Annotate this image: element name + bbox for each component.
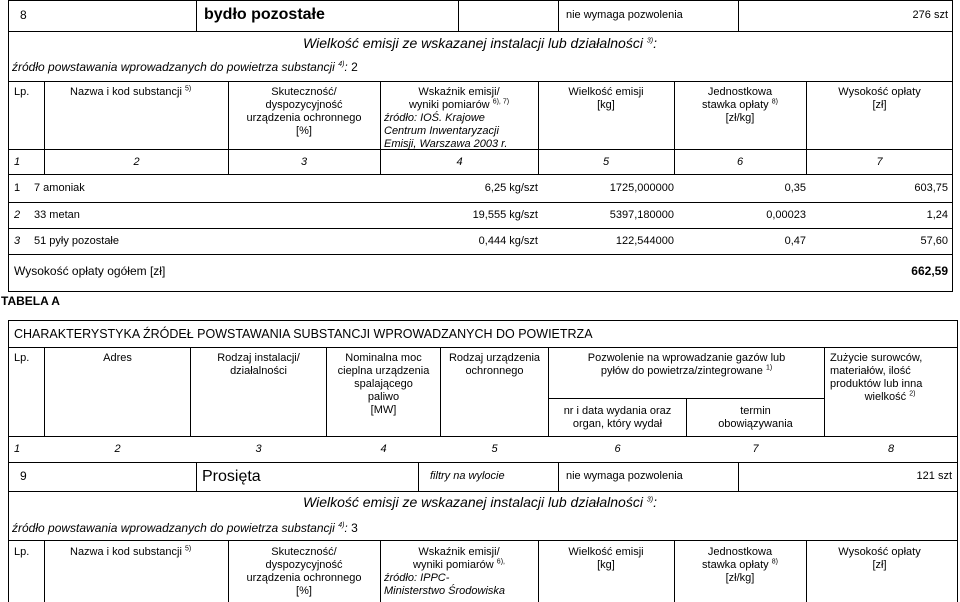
col-number: 2 bbox=[114, 443, 121, 455]
row-index: 0,444 kg/szt bbox=[478, 235, 538, 247]
row-rate: 0,35 bbox=[784, 182, 806, 194]
row-substance: 7 amoniak bbox=[34, 182, 85, 194]
col-number: 4 bbox=[456, 156, 463, 168]
emission-heading: Wielkość emisji ze wskazanej instalacji lub działalności $^{3)}$: bbox=[303, 35, 657, 51]
livestock-name: Prosięta bbox=[202, 468, 261, 485]
col-fee: Wysokość opłaty [zł] bbox=[838, 86, 921, 111]
col-number: 7 bbox=[876, 156, 883, 168]
row-index: 6,25 kg/szt bbox=[484, 182, 538, 194]
quantity: 121 szt bbox=[916, 470, 952, 482]
table-a-heading: CHARAKTERYSTYKA ŹRÓDEŁ POWSTAWANIA SUBSTANCJI WPROWADZANYCH DO POWIETRZA bbox=[14, 327, 593, 341]
col-number: 1 bbox=[14, 156, 21, 168]
row-number: 9 bbox=[20, 469, 27, 483]
col-protection: Rodzaj urządzenia ochronnego bbox=[448, 352, 541, 377]
row-fee: 57,60 bbox=[920, 235, 948, 247]
col-number: 8 bbox=[887, 443, 895, 455]
col-number: 7 bbox=[752, 443, 759, 455]
row-rate: 0,47 bbox=[784, 235, 806, 247]
col-lp: Lp. bbox=[14, 352, 30, 364]
row-fee: 603,75 bbox=[914, 182, 948, 194]
col-permit-term: termin obowiązywania bbox=[718, 405, 793, 430]
col-efficiency: Skuteczność/ dyspozycyjność urządzenia ochronnego [%] bbox=[246, 86, 362, 137]
row-lp: 1 bbox=[14, 182, 21, 194]
col-power: Nominalna moc cieplna urządzenia spalającego paliwo [MW] bbox=[337, 352, 430, 416]
col-emission: Wielkość emisji [kg] bbox=[568, 86, 644, 111]
col-number: 5 bbox=[602, 156, 610, 168]
row-lp: 2 bbox=[14, 209, 21, 221]
col-rate: Jednostkowa stawka opłaty $^{8)}$ [zł/kg] bbox=[702, 546, 778, 584]
source-line: źródło powstawania wprowadzanych do powietrza substancji $^{4)}$: 2 bbox=[12, 60, 358, 74]
col-substance: Nazwa i kod substancji $^{5)}$ bbox=[70, 545, 192, 558]
col-fee: Wysokość opłaty [zł] bbox=[838, 546, 921, 571]
col-installation: Rodzaj instalacji/ działalności bbox=[217, 352, 300, 377]
col-number: 1 bbox=[14, 443, 21, 455]
row-fee: 1,24 bbox=[926, 209, 948, 221]
row-emission: 5397,180000 bbox=[609, 209, 674, 221]
row-lp: 3 bbox=[14, 235, 21, 247]
total-label: Wysokość opłaty ogółem [zł] bbox=[14, 264, 166, 278]
row-emission: 122,544000 bbox=[615, 235, 674, 247]
col-number: 2 bbox=[133, 156, 140, 168]
col-rate: Jednostkowa stawka opłaty $^{8)}$ [zł/kg] bbox=[702, 86, 778, 124]
row-number: 8 bbox=[20, 8, 27, 22]
protective-device: filtry na wylocie bbox=[430, 470, 505, 482]
col-number: 3 bbox=[300, 156, 308, 168]
quantity: 276 szt bbox=[912, 9, 948, 21]
permit-status: nie wymaga pozwolenia bbox=[566, 470, 683, 482]
total-value: 662,59 bbox=[911, 264, 948, 278]
col-emission-index: Wskaźnik emisji/ wyniki pomiarów $^{6), 7)}$ źródło: IOŚ. Krajowe Centrum Inwentaryzacji Emisji, Warszawa 2003 r. bbox=[384, 86, 510, 150]
col-usage: Zużycie surowców, materiałów, ilość produktów lub inna wielkość $^{2)}$ bbox=[830, 352, 923, 403]
col-permit: Pozwolenie na wprowadzanie gazów lub pyłów do powietrza/zintegrowane $^{1)}$ bbox=[587, 352, 786, 377]
col-lp: Lp. bbox=[14, 546, 30, 558]
source-line: źródło powstawania wprowadzanych do powietrza substancji $^{4)}$: 3 bbox=[12, 521, 358, 535]
row-rate: 0,00023 bbox=[766, 209, 806, 221]
col-number: 6 bbox=[736, 156, 744, 168]
col-number: 5 bbox=[491, 443, 498, 455]
col-emission-index: Wskaźnik emisji/ wyniki pomiarów $^{6),}$ źródło: IPPC- Ministerstwo Środowiska bbox=[384, 546, 506, 597]
col-substance: Nazwa i kod substancji $^{5)}$ bbox=[70, 85, 192, 98]
col-permit-number: nr i data wydania oraz organ, który wydał bbox=[563, 405, 672, 430]
emission-heading: Wielkość emisji ze wskazanej instalacji lub działalności $^{3)}$: bbox=[303, 494, 657, 510]
col-address: Adres bbox=[103, 352, 132, 364]
col-emission: Wielkość emisji [kg] bbox=[568, 546, 644, 571]
col-lp: Lp. bbox=[14, 86, 30, 98]
row-substance: 33 metan bbox=[34, 209, 80, 221]
permit-status: nie wymaga pozwolenia bbox=[566, 9, 683, 21]
col-number: 6 bbox=[614, 443, 621, 455]
col-number: 4 bbox=[380, 443, 387, 455]
col-efficiency: Skuteczność/ dyspozycyjność urządzenia ochronnego [%] bbox=[246, 546, 362, 597]
row-index: 19,555 kg/szt bbox=[472, 209, 538, 221]
row-substance: 51 pyły pozostałe bbox=[34, 235, 119, 247]
livestock-name: bydło pozostałe bbox=[204, 6, 325, 23]
col-number: 3 bbox=[255, 443, 262, 455]
table-title: TABELA A bbox=[1, 294, 60, 308]
row-emission: 1725,000000 bbox=[609, 182, 674, 194]
